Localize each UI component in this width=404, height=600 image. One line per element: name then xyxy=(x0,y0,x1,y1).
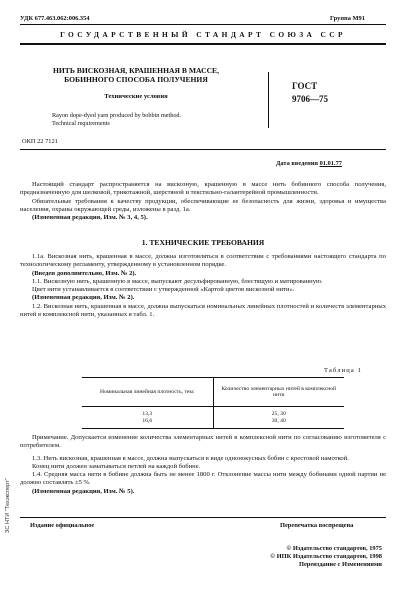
title-line-1: НИТЬ ВИСКОЗНАЯ, КРАШЕННАЯ В МАССЕ, xyxy=(52,66,220,75)
intro-paragraph-1: Настоящий стандарт распространяется на вискозную, крашенную в массе нить бобинного способа получения, предназначенную для шелковой, трикотажной, шерстяной и текстильно-галантерейной промышленности. xyxy=(20,181,386,197)
english-title xyxy=(52,112,181,128)
udk-code: УДК 677.463.062:006.354 xyxy=(20,15,90,22)
table-1-header-filaments: Количество элементарных нитей в комплексной нити xyxy=(213,378,344,407)
section-1-text xyxy=(20,253,386,319)
color-paragraph-note: (Измененная редакция, Изм. № 2). xyxy=(32,294,135,302)
table-cell-density: 13,3 xyxy=(82,407,213,419)
intro-date-value: 01.01.77 xyxy=(319,160,342,167)
intro-date xyxy=(276,160,342,167)
gost-number: 9706—75 xyxy=(292,94,328,104)
official-edition-label: Издание официальное xyxy=(30,522,95,529)
table-1-bottom-rule xyxy=(82,428,344,429)
copyright-line-1: © Издательство стандартов, 1975 xyxy=(286,545,382,552)
header-rule-top xyxy=(20,24,386,25)
table-1-label: Таблица 1 xyxy=(324,367,363,374)
copyright-block xyxy=(200,545,382,570)
document-title xyxy=(22,66,250,84)
clause-1-1a: 1.1а. Вискозная нить, крашенная в массе, должна изготовляться в соответствии с требованиями настоящего стандарта по технологическому регламенту, утвержденному в установленном порядке. xyxy=(20,253,386,269)
intro-date-label: Дата введения xyxy=(276,160,318,167)
title-divider xyxy=(268,72,269,128)
clause-1-2: 1.2. Вискозная нить, крашенная в массе, должна выпускаться номинальных линейных плотностей и количеств элементарных нитей в комплексной нити, указанных в табл. 1. xyxy=(20,302,386,319)
reissue-line: Переиздание с Изменениями xyxy=(298,561,382,569)
side-stamp: ЗС НТИ "Техэксперт" xyxy=(5,478,11,533)
bobbin-end-paragraph: Конец нити должен заматываться петлей на каждой бобине. xyxy=(32,462,201,470)
intro-text xyxy=(20,181,386,222)
section-1-heading: 1. ТЕХНИЧЕСКИЕ ТРЕБОВАНИЯ xyxy=(141,238,265,247)
title-block-rule xyxy=(20,149,386,150)
clause-1-3: 1.3. Нить вискозная, крашенная в массе, должна выпускаться в виде однонокусных бобин с крестовой намоткой. xyxy=(32,454,349,462)
clause-1-1a-note: (Введен дополнительно, Изм. № 2). xyxy=(32,269,137,277)
clause-1-4-note: (Измененная редакция, Изм. № 5). xyxy=(32,487,135,495)
table-cell-filaments: 25, 30 xyxy=(271,411,286,417)
intro-paragraph-2: Обязательные требования к качеству продукции, обеспечивающие ее безопасность для жизни, здоровья и имущества населения, охраны окружающей среды, изложены в разд. 1а. xyxy=(20,197,386,213)
table-row xyxy=(82,407,344,419)
table-note: Примечание. Допускается изменение количества элементарных нитей в комплексной нити по согласованию изготовителя с потребителем. xyxy=(20,434,386,450)
reprint-prohibited-label: Перепечатка воспрещена xyxy=(280,522,354,529)
english-title-line-1: Rayon dope-dyed yarn produced by bobbin method. xyxy=(52,112,182,119)
table-1 xyxy=(82,378,344,429)
table-cell-density: 16,6 xyxy=(82,418,213,429)
header-rule-bottom xyxy=(20,43,386,45)
table-cell-filaments: 30, 40 xyxy=(271,418,286,424)
document-subtitle: Технические условия xyxy=(104,93,168,100)
color-paragraph: Цвет нити устанавливается в соответствии с утвержденной «Картой цветов вискозной нити». xyxy=(32,286,295,294)
okp-code: ОКП 22 7121 xyxy=(22,138,58,145)
title-line-2: БОБИННОГО СПОСОБА ПОЛУЧЕНИЯ xyxy=(64,75,208,84)
gost-label: ГОСТ xyxy=(292,81,318,91)
copyright-line-2: © ИПК Издательство стандартов, 1998 xyxy=(270,553,382,561)
after-table-text xyxy=(20,434,386,496)
clause-1-4: 1.4. Средняя масса нити в бобине должна быть не менее 1800 г. Отклонение массы нити между бобинами одной партии не должно составлять ±5 %. xyxy=(20,471,386,487)
table-1-header-density: Номинальная линейная плотность, текс xyxy=(82,378,213,407)
clause-1-1: 1.1. Вискозную нить, крашенную в массе, выпускают десульфированную, блестящую и матированную. xyxy=(32,277,323,285)
english-title-line-2: Technical requirements xyxy=(52,120,110,127)
state-standard-banner: ГОСУДАРСТВЕННЫЙ СТАНДАРТ СОЮЗА ССР xyxy=(60,30,346,39)
footer-rule xyxy=(20,517,386,518)
table-1-header-row xyxy=(82,378,344,407)
intro-amendment-note: (Измененная редакция, Изм. № 3, 4, 5). xyxy=(32,214,148,222)
group-code: Группа М91 xyxy=(330,15,365,22)
